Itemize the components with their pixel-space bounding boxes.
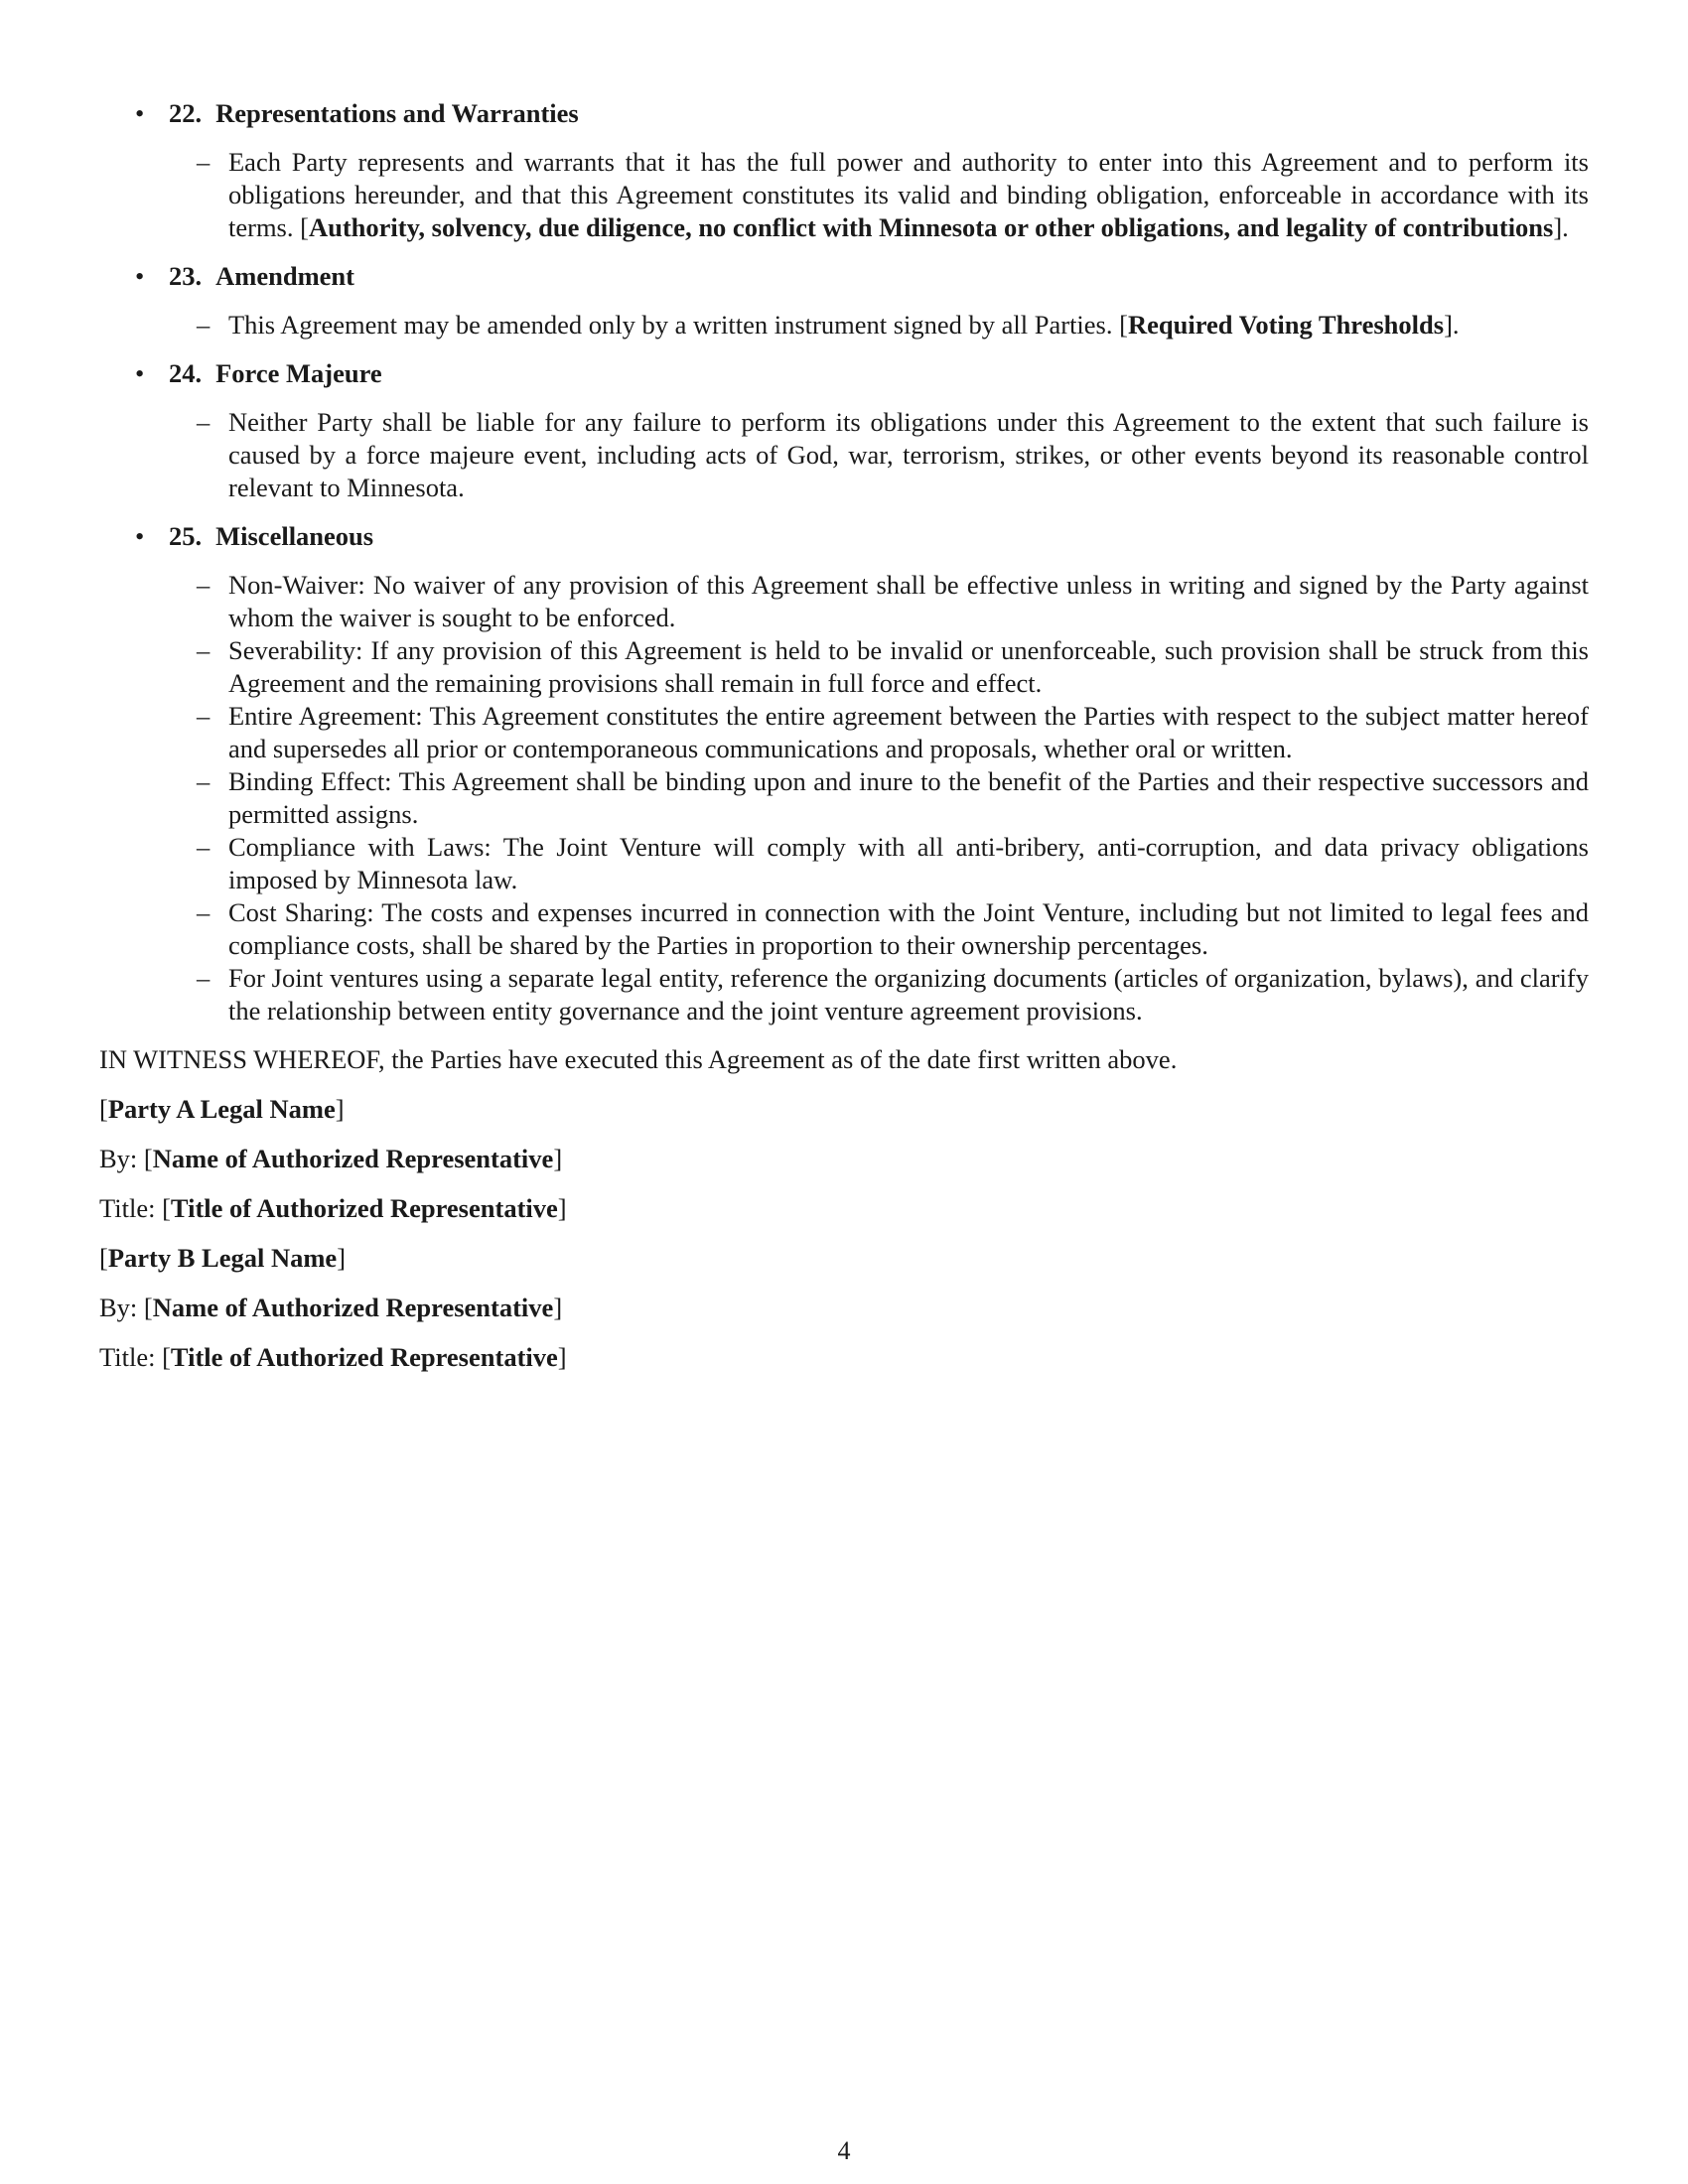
bullet-icon: • [135,261,145,291]
title-label: Title: [99,1193,156,1223]
section-22 [99,97,1589,244]
section-items [99,146,1589,244]
party-b-by: By: [Name of Authorized Representative] [99,1293,563,1322]
section-number: 24. [169,358,203,388]
item-placeholder: Authority, solvency, due diligence, no conflict with Minnesota or other obligations, and legality of contributions [308,212,1554,242]
list-item-severability [99,634,1589,700]
dash-icon: – [197,897,211,927]
section-24 [99,357,1589,504]
bullet-icon: • [135,358,145,388]
item-placeholder: Required Voting Thresholds [1127,310,1445,340]
list-item [99,406,1589,504]
party-b-name: [Party B Legal Name] [99,1243,347,1273]
item-text: Non-Waiver: No waiver of any provision of this Agreement shall be effective unless in writing and signed by the Party against whom the waiver is sought to be enforced. [228,570,1589,632]
item-text: This Agreement may be amended only by a written instrument signed by all Parties. [ [228,310,1128,340]
witness-statement: IN WITNESS WHEREOF, the Parties have executed this Agreement as of the date first written above. [99,1044,1178,1074]
party-b-title-value: Title of Authorized Representative [170,1342,558,1372]
item-text: Compliance with Laws: The Joint Venture will comply with all anti-bribery, anti-corruption, and data privacy obligations imposed by Minnesota law. [228,832,1589,894]
list-item-cost-sharing [99,896,1589,962]
list-item [99,146,1589,244]
signature-block [99,1043,1589,1374]
item-text: Entire Agreement: This Agreement constitutes the entire agreement between the Parties with respect to the subject matter hereof and supersedes all prior or contemporaneous communications and proposals, whether oral or written. [228,701,1589,763]
dash-icon: – [197,832,211,862]
list-item [99,309,1589,341]
bullet-icon: • [135,98,145,128]
dash-icon: – [197,570,211,600]
section-heading [99,97,1589,130]
dash-icon: – [197,635,211,665]
section-items [99,309,1589,341]
section-number: 25. [169,521,203,551]
party-b-representative: Name of Authorized Representative [152,1293,554,1322]
list-item-non-waiver [99,569,1589,634]
section-heading [99,520,1589,553]
section-items [99,406,1589,504]
item-text: Binding Effect: This Agreement shall be binding upon and inure to the benefit of the Parties and their respective successors and permitted assigns. [228,766,1589,829]
title-label: Title: [99,1342,156,1372]
page-number: 4 [837,2136,851,2165]
dash-icon: – [197,701,211,731]
section-title: Representations and Warranties [215,98,579,128]
document-body [99,97,1589,1391]
party-a-title-value: Title of Authorized Representative [170,1193,558,1223]
section-heading [99,357,1589,390]
dash-icon: – [197,310,211,340]
section-23 [99,260,1589,341]
section-items [99,569,1589,1027]
section-number: 23. [169,261,203,291]
section-title: Amendment [215,261,354,291]
list-item-binding-effect [99,765,1589,831]
party-b-title: Title: [Title of Authorized Representative] [99,1342,567,1372]
list-item-entire-agreement [99,700,1589,765]
by-label: By: [99,1144,138,1173]
dash-icon: – [197,963,211,993]
section-25 [99,520,1589,1027]
party-a-name: [Party A Legal Name] [99,1094,345,1124]
party-a-representative: Name of Authorized Representative [152,1144,554,1173]
section-title: Miscellaneous [215,521,374,551]
party-b-name-value: Party B Legal Name [107,1243,338,1273]
party-a-by: By: [Name of Authorized Representative] [99,1144,563,1173]
item-text: For Joint ventures using a separate legal entity, reference the organizing documents (articles of organization, bylaws), and clarify the relationship between entity governance and the joint venture agreement provisions. [228,963,1589,1025]
item-text-after: ]. [1444,310,1460,340]
dash-icon: – [197,766,211,796]
dash-icon: – [197,147,211,177]
list-item-legal-entity [99,962,1589,1027]
section-title: Force Majeure [215,358,382,388]
party-a-name-value: Party A Legal Name [107,1094,336,1124]
bullet-icon: • [135,521,145,551]
item-text: Neither Party shall be liable for any failure to perform its obligations under this Agreement to the extent that such failure is caused by a force majeure event, including acts of God, war, terrorism, strikes, or other events beyond its reasonable control relevant to Minnesota. [228,407,1589,502]
section-heading [99,260,1589,293]
party-a-title: Title: [Title of Authorized Representative] [99,1193,567,1223]
item-text-after: ]. [1553,212,1569,242]
item-text: Severability: If any provision of this Agreement is held to be invalid or unenforceable, such provision shall be struck from this Agreement and the remaining provisions shall remain in full force and effect. [228,635,1589,698]
item-text: Each Party represents and warrants that it has the full power and authority to enter into this Agreement and to perform its obligations hereunder, and that this Agreement constitutes its valid and binding obligation, enforceable in accordance with its terms. [ [228,147,1589,242]
dash-icon: – [197,407,211,437]
by-label: By: [99,1293,138,1322]
item-text: Cost Sharing: The costs and expenses incurred in connection with the Joint Venture, including but not limited to legal fees and compliance costs, shall be shared by the Parties in proportion to their ownership percentages. [228,897,1589,960]
list-item-compliance [99,831,1589,896]
section-number: 22. [169,98,203,128]
